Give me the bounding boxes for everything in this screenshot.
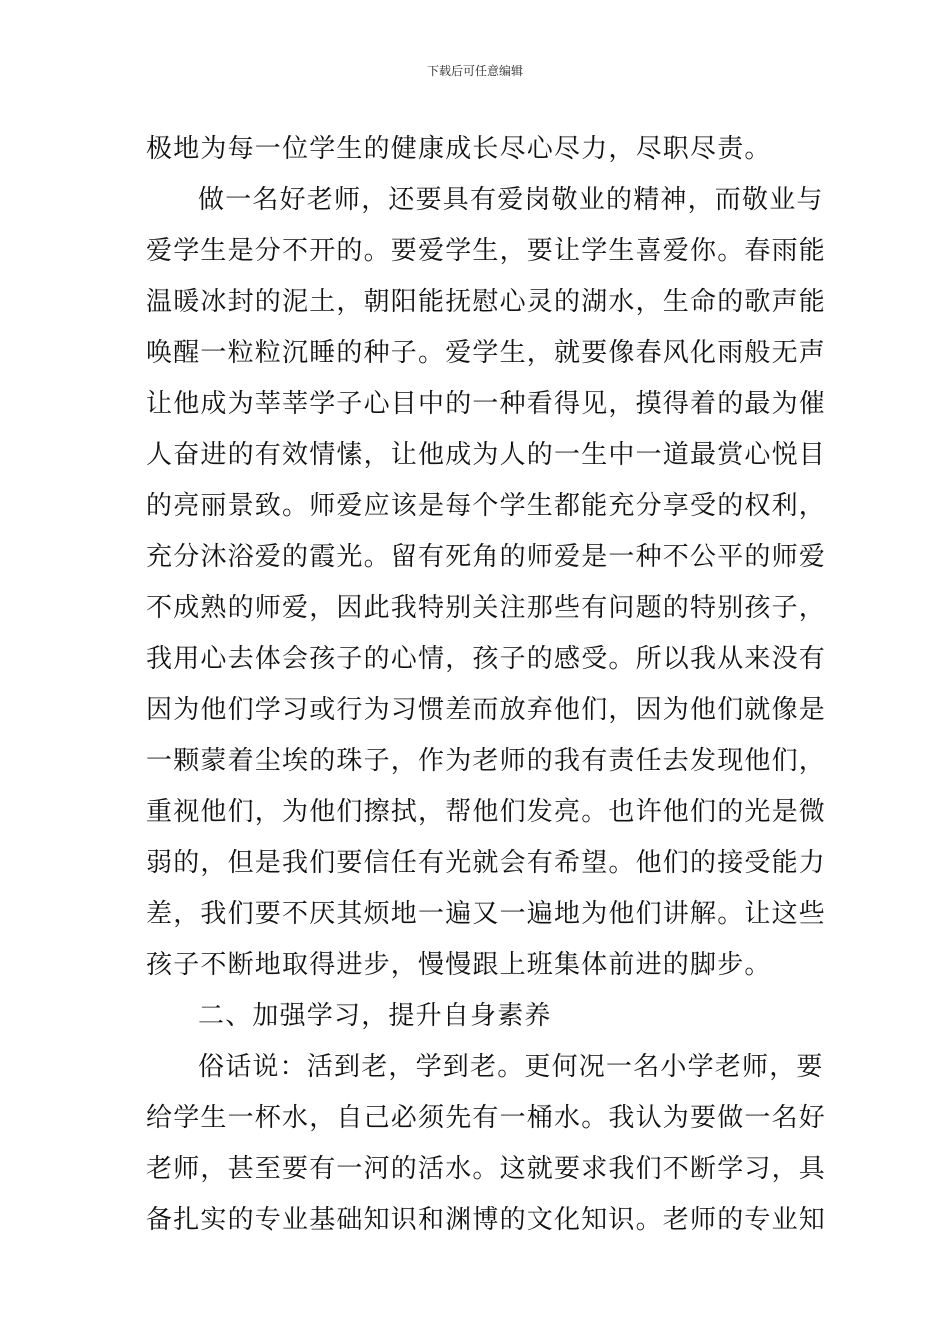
body-text — [146, 124, 826, 1246]
text-line: 一颗蒙着尘埃的珠子，作为老师的我有责任去发现他们， — [146, 746, 827, 776]
text-line: 老师，甚至要有一河的活水。这就要求我们不断学习，具 — [146, 1154, 827, 1184]
text-line: 人奋进的有效情愫，让他成为人的一生中一道最赏心悦目 — [146, 440, 827, 470]
text-line: 重视他们，为他们擦拭，帮他们发亮。也许他们的光是微 — [146, 797, 827, 827]
text-line: 温暖冰封的泥土，朝阳能抚慰心灵的湖水，生命的歌声能 — [146, 287, 827, 317]
page-header: 下载后可任意编辑 — [426, 64, 523, 78]
text-line: 极地为每一位学生的健康成长尽心尽力，尽职尽责。 — [146, 134, 772, 164]
text-line: 的亮丽景致。师爱应该是每个学生都能充分享受的权利， — [146, 491, 827, 521]
text-line: 因为他们学习或行为习惯差而放弃他们，因为他们就像是 — [146, 695, 827, 725]
text-line: 备扎实的专业基础知识和渊博的文化知识。老师的专业知 — [146, 1205, 827, 1235]
text-line: 孩子不断地取得进步，慢慢跟上班集体前进的脚步。 — [146, 950, 772, 980]
paragraph-start-line: 俗话说：活到老，学到老。更何况一名小学老师，要 — [198, 1052, 824, 1082]
text-line: 差，我们要不厌其烦地一遍又一遍地为他们讲解。让这些 — [146, 899, 827, 929]
text-line: 给学生一杯水，自己必须先有一桶水。我认为要做一名好 — [146, 1103, 827, 1133]
paragraph-start-line: 做一名好老师，还要具有爱岗敬业的精神，而敬业与 — [198, 185, 824, 215]
text-line: 弱的，但是我们要信任有光就会有希望。他们的接受能力 — [146, 848, 827, 878]
text-line: 让他成为莘莘学子心目中的一种看得见，摸得着的最为催 — [146, 389, 827, 419]
text-line: 我用心去体会孩子的心情，孩子的感受。所以我从来没有 — [146, 644, 827, 674]
text-line: 唤醒一粒粒沉睡的种子。爱学生，就要像春风化雨般无声 — [146, 338, 827, 368]
text-line: 爱学生是分不开的。要爱学生，要让学生喜爱你。春雨能 — [146, 236, 827, 266]
text-line: 不成熟的师爱，因此我特别关注那些有问题的特别孩子， — [146, 593, 827, 623]
text-line: 充分沐浴爱的霞光。留有死角的师爱是一种不公平的师爱 — [146, 542, 827, 572]
section-heading: 二、加强学习，提升自身素养 — [198, 1001, 552, 1031]
